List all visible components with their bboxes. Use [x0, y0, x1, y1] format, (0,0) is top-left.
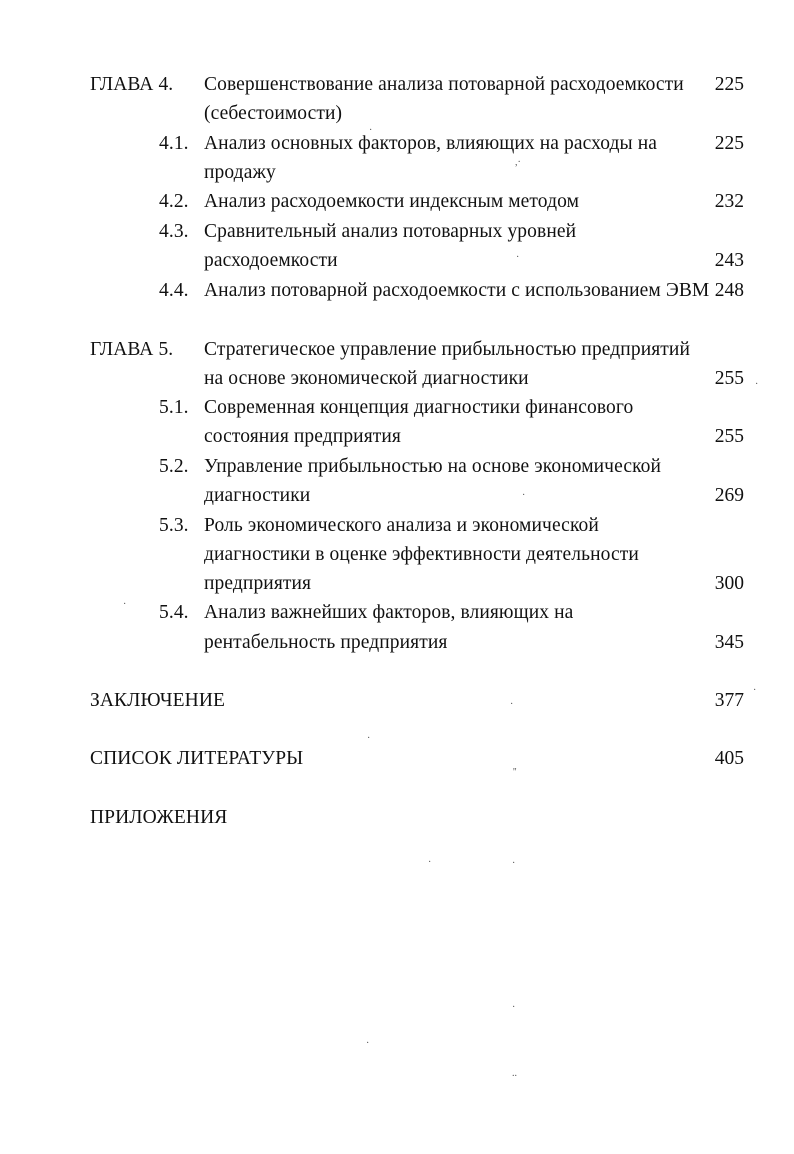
section-5-1-title-line1: Современная концепция диагностики финансового: [204, 397, 634, 418]
chapter-4-label: ГЛАВА 4.: [90, 74, 174, 95]
section-4-3-title-line2: расходоемкости: [204, 250, 338, 271]
section-5-3-title-line2: диагностики в оценке эффективности деятельности: [204, 544, 639, 565]
scan-speck: '': [513, 767, 517, 778]
section-5-1-number: 5.1.: [159, 397, 189, 418]
scan-speck: ,·: [515, 157, 521, 168]
section-5-2-page: 269: [714, 485, 744, 506]
section-5-3-title-line3: предприятия: [204, 573, 312, 594]
section-4-2-number: 4.2.: [159, 191, 189, 212]
section-5-4-number: 5.4.: [159, 602, 189, 623]
scan-speck: ·: [510, 699, 514, 710]
chapter-5-title-line2: на основе экономической диагностики: [204, 368, 529, 389]
appendices-label: ПРИЛОЖЕНИЯ: [90, 807, 228, 828]
chapter-5-label: ГЛАВА 5.: [90, 339, 174, 360]
section-5-4-page: 345: [714, 632, 744, 653]
scan-speck: ·: [367, 733, 371, 744]
chapter-5-page: 255: [714, 368, 744, 389]
section-5-3-page: 300: [714, 573, 744, 594]
chapter-4-page: 225: [714, 74, 744, 95]
section-5-2-number: 5.2.: [159, 456, 189, 477]
section-5-3-number: 5.3.: [159, 515, 189, 536]
section-5-4-title-line1: Анализ важнейших факторов, влияющих на: [204, 602, 574, 623]
section-4-2-title: Анализ расходоемкости индексным методом: [204, 191, 580, 212]
section-4-3-page: 243: [714, 250, 744, 271]
scan-speck: ·: [428, 857, 432, 868]
scan-speck: ·: [512, 858, 516, 869]
section-5-4-title-line2: рентабельность предприятия: [204, 632, 448, 653]
scan-speck: ·: [512, 1002, 516, 1013]
scan-speck: ·: [366, 1038, 370, 1049]
scan-speck: ·: [522, 490, 526, 501]
conclusion-page: 377: [714, 690, 744, 711]
scan-speck: ·: [755, 379, 759, 390]
section-5-1-page: 255: [714, 426, 744, 447]
chapter-4-title-line2: (себестоимости): [204, 103, 343, 124]
section-4-1-title-line2: продажу: [204, 162, 276, 183]
section-5-2-title-line1: Управление прибыльностью на основе экономической: [204, 456, 662, 477]
chapter-5-title-line1: Стратегическое управление прибыльностью предприятий: [204, 339, 690, 360]
section-4-1-page: 225: [714, 133, 744, 154]
section-4-1-number: 4.1.: [159, 133, 189, 154]
section-4-3-title-line1: Сравнительный анализ потоварных уровней: [204, 221, 577, 242]
scan-speck: ..: [512, 1068, 517, 1079]
conclusion-label: ЗАКЛЮЧЕНИЕ: [90, 690, 226, 711]
section-4-2-page: 232: [714, 191, 744, 212]
section-5-3-title-line1: Роль экономического анализа и экономической: [204, 515, 599, 536]
section-4-4-title: Анализ потоварной расходоемкости с использованием ЭВМ: [204, 280, 710, 301]
section-4-4-page: 248: [714, 280, 744, 301]
scan-speck: ·: [753, 685, 757, 696]
scan-speck: ·: [369, 125, 373, 136]
section-4-3-number: 4.3.: [159, 221, 189, 242]
scan-speck: ·: [123, 599, 127, 610]
scan-speck: ·: [516, 252, 520, 263]
section-5-1-title-line2: состояния предприятия: [204, 426, 401, 447]
section-4-4-number: 4.4.: [159, 280, 189, 301]
chapter-4-title-line1: Совершенствование анализа потоварной расходоемкости: [204, 74, 684, 95]
section-4-1-title-line1: Анализ основных факторов, влияющих на расходы на: [204, 133, 657, 154]
references-label: СПИСОК ЛИТЕРАТУРЫ: [90, 748, 304, 769]
section-5-2-title-line2: диагностики: [204, 485, 311, 506]
references-page: 405: [714, 748, 744, 769]
